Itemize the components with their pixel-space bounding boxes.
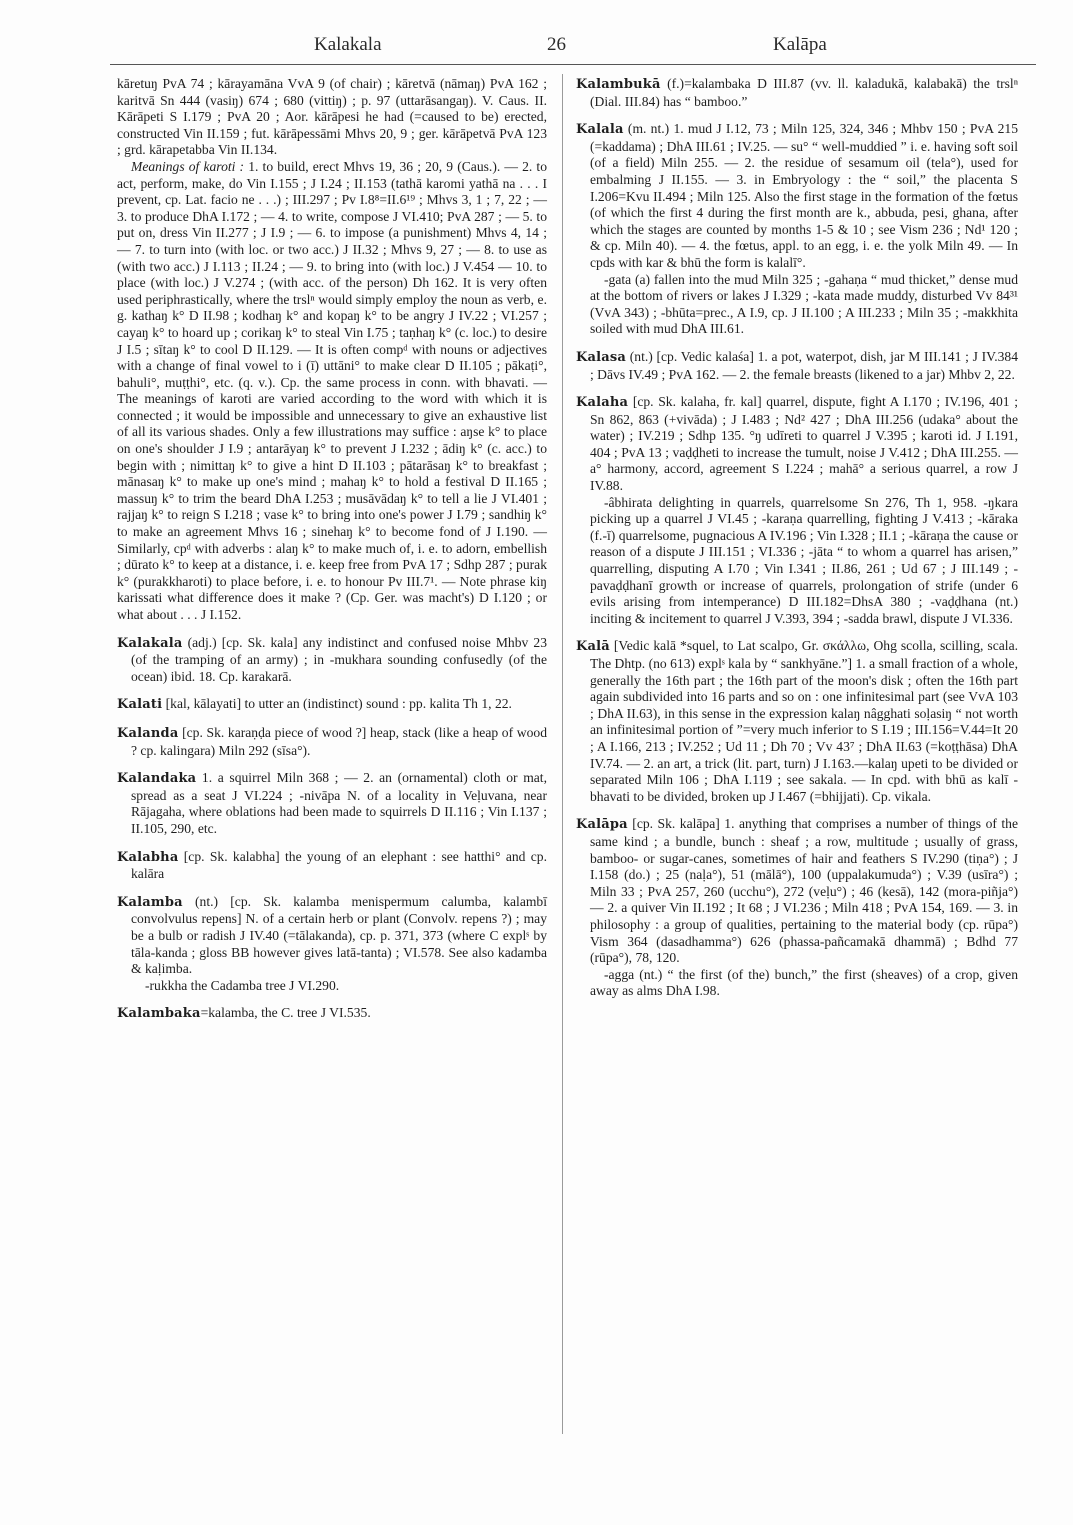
sub-entry: -gata (a) fallen into the mud Miln 325 ; -gahaṇa “ mud thicket,” dense mud at the bottom of rivers or lakes J I.329 ; -kata made muddy, disturbed Vv 84³¹ (VvA 343) ; -bhūta=prec., A I.9, cp. J II.100 ; A III.233 ; Miln 35 ; -makkhita soiled with mud DhA III.61. xyxy=(590,271,1018,337)
entry-text: 1. a squirrel Miln 368 ; — 2. an (ornamental) cloth or mat, spread as a seat J VI.224 ; -nivāpa N. of a locality in Veḷuvana, near Rājagaha, where oblations had been made to squirrels D II.116 ; Vin I.137 ; II.105, 290, etc. xyxy=(131,770,547,836)
dictionary-entry xyxy=(117,894,547,995)
entry-text: [cp. Sk. kalaha, fr. kal] quarrel, dispute, fight A I.170 ; IV.196, 401 ; Sn 862, 863 (+vivāda) ; J I.483 ; Nd² 427 ; DhA III.256 (udaka° about the water) ; IV.219 ; Sdhp 135. °ŋ udīreti to quarrel J V.395 ; karoti id. J I.191, 404 ; PvA 13 ; vaḍḍheti to increase the tumult, noise J V.412 ; DhA III.255. — a° harmony, accord, agreement S I.224 ; mahā° a serious quarrel, a row J IV.88. xyxy=(590,394,1018,494)
headword: Kalati xyxy=(117,697,163,713)
headword: Kalakala xyxy=(117,635,183,651)
entry-text: (f.)=kalambaka D III.87 (vv. ll. kaladukā, kalabakā) the trslⁿ (Dial. III.84) has “ bamboo.” xyxy=(590,76,1018,109)
entry-text: (nt.) [cp. Sk. kalamba menispermum calumba, kalambī convolvulus repens] N. of a certain herb or plant (Convolv. repens ?) ; may be a bulb or radish J IV.40 (=tālakanda), cp. p. 371, 373 (where C explˢ by tāla-kanda ; gloss BB however gives latā-tanta) ; VI.578. See also kadamba & kaḷimba. xyxy=(131,893,547,977)
dictionary-entry xyxy=(576,638,1018,805)
meanings-label: Meanings of karoti : xyxy=(131,158,245,174)
entry-text: (nt.) [cp. Vedic kalaśa] 1. a pot, waterpot, dish, jar M III.141 ; J IV.384 ; Dāvs IV.49 ; PvA 162. — 2. the female breasts (likened to a jar) Mhbv 2, 22. xyxy=(590,348,1018,382)
entry-text: (adj.) [cp. Sk. kala] any indistinct and confused noise Mhbv 23 (of the tramping of an army) ; in -mukhara sounding confusedly (of the ocean) ibid. 18. Cp. karakarā. xyxy=(131,634,547,684)
headword: Kalambaka xyxy=(117,1006,201,1022)
entry-text: [kal, kālayati] to utter an (indistinct) sound : pp. kalita Th 1, 22. xyxy=(162,696,512,712)
headword: Kalamba xyxy=(117,894,183,910)
headword: Kalala xyxy=(576,122,624,138)
continuation-paragraph: kāretuŋ PvA 74 ; kārayamāna VvA 9 (of chair) ; kāretvā (nāmaŋ) PvA 162 ; karitvā Sn 444 (vasiŋ) 674 ; 680 (vittiŋ) ; p. 97 (uttarāsangaŋ). V. Caus. II. Kārāpeti S I.179 ; PvA 20 ; Aor. kārāpesi he had (=caused to be) erected, constructed Vin II.159 ; fut. kārāpessāmi Mhvs 20, 9 ; ger. kārāpetvā PvA 123 ; grd. kārapetabba Vin II.134. xyxy=(117,76,547,158)
column-separator xyxy=(562,74,563,1434)
meanings-paragraph xyxy=(117,159,547,624)
right-column xyxy=(576,76,1018,1011)
entry-text: (m. nt.) 1. mud J I.12, 73 ; Miln 125, 324, 346 ; Mhbv 150 ; PvA 215 (=kaddama) ; DhA III.61 ; IV.25. — su° “ well-muddied ” i. e. having soft soil (of a field) Miln 255. — 2. the residue of sesamum oil (tela°), used for embalming J II.155. — 3. in Embryology : the “ soil,” the placenta S I.206=Kvu II.494 ; Miln 125. Also the first stage in the formation of the fœtus (of which the first 4 during the first month are k., abbuda, pesi, ghana, after which the stages are counted by months 1-5 & 10 ; see Vism 236 ; Nd¹ 120 ; & cp. Miln 40). — 4. the fœtus, appl. to an egg, i. e. the yolk Miln 49. — In cpds with kar & bhū the form is kalalī°. xyxy=(590,121,1018,270)
dictionary-entry xyxy=(576,816,1018,1000)
right-guide-word: Kalāpa xyxy=(773,34,827,55)
headword: Kalandaka xyxy=(117,771,197,787)
dictionary-entry xyxy=(576,76,1018,110)
headword: Kalabha xyxy=(117,849,179,865)
dictionary-entry xyxy=(117,1005,547,1023)
sub-entry: -agga (nt.) “ the first (of the) bunch,” the first (sheaves) of a crop, given away as alms DhA I.98. xyxy=(590,966,1018,999)
dictionary-entry xyxy=(117,849,547,883)
headword: Kalambukā xyxy=(576,77,661,92)
running-header xyxy=(110,30,1030,60)
page-number: 26 xyxy=(547,34,566,55)
left-guide-word: Kalakala xyxy=(314,34,382,55)
header-rule xyxy=(110,64,1036,65)
sub-entry: -rukkha the Cadamba tree J VI.290. xyxy=(145,977,340,993)
headword: Kalaha xyxy=(576,395,629,411)
headword: Kalasa xyxy=(576,349,627,365)
dictionary-entry xyxy=(117,770,547,837)
dictionary-entry xyxy=(576,121,1018,338)
dictionary-entry xyxy=(117,635,547,686)
headword: Kalanda xyxy=(117,725,179,741)
dictionary-entry xyxy=(117,696,547,714)
entry-text: [cp. Sk. kalāpa] 1. anything that comprises a number of things of the same kind ; a bundle, bunch : sheaf ; a row, multitude ; usually of grass, bamboo- or sugar-canes, sometimes of hair and feathers S IV.290 (tiṇa°) ; J I.158 (do.) ; 25 (naḷa°), 51 (mālā°), 100 (uppalakumuda°) ; V.39 (usīra°) ; Miln 33 ; PvA 257, 260 (ucchu°), 272 (veḷu°) ; 46 (kesā), 142 (mora-piñja°) — 2. a quiver Vin II.192 ; It 68 ; J VI.236 ; Miln 418 ; PvA 154, 169. — 3. in philosophy : a group of qualities, pertaining to the material body (cp. rūpa°) Vism 364 (dasadhamma°) 626 (phassa-pañcamakā dhammā) ; Bdhd 77 (rūpa°), 78, 120. xyxy=(590,816,1018,966)
entry-text: [Vedic kalā *squel, to Lat scalpo, Gr. σκάλλω, Ohg scolla, scilling, scala. The Dhtp. (no 613) explˢ kala by “ sankhyāne.”] 1. a small fraction of a whole, generally the 16th part ; the 16th part of the moon's disk ; often the 16th part again subdivided into 16 parts and so on : one infinitesimal part (see VvA 103 ; DhA II.63), in this sense in the expression kalaŋ nâgghati soḷasiŋ “ not worth an infinitesimal portion of ”=very much inferior to S I.19 ; III.156=V.44=It 20 ; A I.166, 213 ; IV.252 ; Ud 11 ; Dh 70 ; Vv 43⁷ ; DhA II.63 (=koṭṭhāsa) DhA IV.74. — 2. an art, a trick (lit. part, turn) J I.163.—kalaŋ upeti to be divided or separated Miln 106 ; DhA I.119 ; see sakala. — In cpd. with bhū as kalī -bhavati to be divided, broken up J I.467 (=bhijjati). Cp. vikala. xyxy=(590,638,1018,804)
entry-text: =kalamba, the C. tree J VI.535. xyxy=(200,1005,371,1021)
dictionary-entry xyxy=(117,725,547,759)
meanings-text: 1. to build, erect Mhvs 19, 36 ; 20, 9 (Caus.). — 2. to act, perform, make, do Vin I.155 ; J I.24 ; II.153 (tathā karomi yathā na . . . I prevent, cp. Lat. facio ne . . .) ; III.297 ; Pv I.8⁸=II.6¹⁹ ; Mhvs 3, 1 ; 7, 22 ; — 3. to produce DhA I.172 ; — 4. to write, compose J VI.410; PvA 287 ; — 5. to put on, dress Vin II.277 ; J I.9 ; — 6. to impose (a punishment) Mhvs 4, 14 ; — 7. to turn into (with loc. or two acc.) J II.32 ; Mhvs 9, 27 ; — 8. to use as (with two acc.) J I.113 ; II.24 ; — 9. to bring into (with loc.) J V.454 — 10. to place (with loc.) J V.274 ; (with acc. of the person) Dh 162. It is very often used periphrastically, where the trslⁿ would simply employ the noun as verb, e. g. kathaŋ k° D II.98 ; kodhaŋ k° and kopaŋ k° to be angry J IV.22 ; VI.257 ; cayaŋ k° to hoard up ; corikaŋ k° to steal Vin I.75 ; taṇhaŋ k° (c. loc.) to desire J I.5 ; sītaŋ k° to cool D II.129. — It is often compᵈ with nouns or adjectives with a change of final vowel to i (ī) uttāni° to make clear D II.105 ; pākaṭi°, bahuli°, muṭṭhi°, etc. (q. v.). Cp. the same process in conn. with bhavati. — The meanings of karoti are varied according to the word with which it is connected ; it would be impossible and unnecessary to give an exhaustive list of all its various shades. Only a few illustrations may suffice : aŋse k° to place on one's shoulder J I.9 ; antarāyaŋ k° to prevent J I.232 ; ādiŋ k° (c. acc.) to begin with ; nimittaŋ k° to give a hint D II.103 ; pātarāsaŋ k° to breakfast ; mānasaŋ k° to make up one's mind ; mahaŋ k° to hold a festival D II.165 ; massuŋ k° to trim the beard DhA I.253 ; musāvādaŋ k° to tell a lie J VI.401 ; rajjaŋ k° to reign S I.218 ; vase k° to bring into one's power J I.79 ; sandhiŋ k° to make an agreement Mhvs 16 ; sinehaŋ k° to become fond of J I.190. — Similarly, cpᵈ with adverbs : alaŋ k° to make much of, i. e. to adorn, embellish ; dūrato k° to keep at a distance, i. e. keep free from PvA 17 ; Sdhp 287 ; purak k° (purakkharoti) to place before, i. e. to honour Pv III.7¹. — Note phrase kiŋ karissati what difference does it make ? (Cp. Ger. was macht's) D I.120 ; or what about . . . J I.152. xyxy=(117,158,548,622)
dictionary-entry xyxy=(576,349,1018,383)
entry-text: [cp. Sk. karaṇḍa piece of wood ?] heap, stack (like a heap of wood ? cp. kalingara) Miln 292 (sīsa°). xyxy=(131,724,547,758)
headword: Kalā xyxy=(576,639,610,655)
entry-text: [cp. Sk. kalabha] the young of an elephant : see hatthi° and cp. kalāra xyxy=(131,848,547,882)
sub-entry: -âbhirata delighting in quarrels, quarrelsome Sn 276, Th 1, 958. -ŋkara picking up a quarrel J VI.45 ; -karaṇa quarrelling, fighting J V.413 ; -kāraka (f.-ī) quarrelsome, pugnacious A IV.196 ; Vin I.328 ; II.1 ; -kāraṇa the cause or reason of a dispute J III.151 ; VI.336 ; -jāta “ to whom a quarrel has arisen,” quarrelling, disputing A I.70 ; Vin I.341 ; II.86, 261 ; Ud 67 ; J III.149 ; -pavaḍḍhanī growth or increase of quarrels, prolongation of strife (under 6 evils arising from intemperance) D III.182=DhsA 380 ; -vaḍḍhana (nt.) inciting & incitement to quarrel J V.393, 394 ; -sadda brawl, dispute J VI.336. xyxy=(590,494,1018,626)
left-column xyxy=(117,76,547,1034)
headword: Kalāpa xyxy=(576,817,628,833)
dictionary-entry xyxy=(576,394,1018,627)
